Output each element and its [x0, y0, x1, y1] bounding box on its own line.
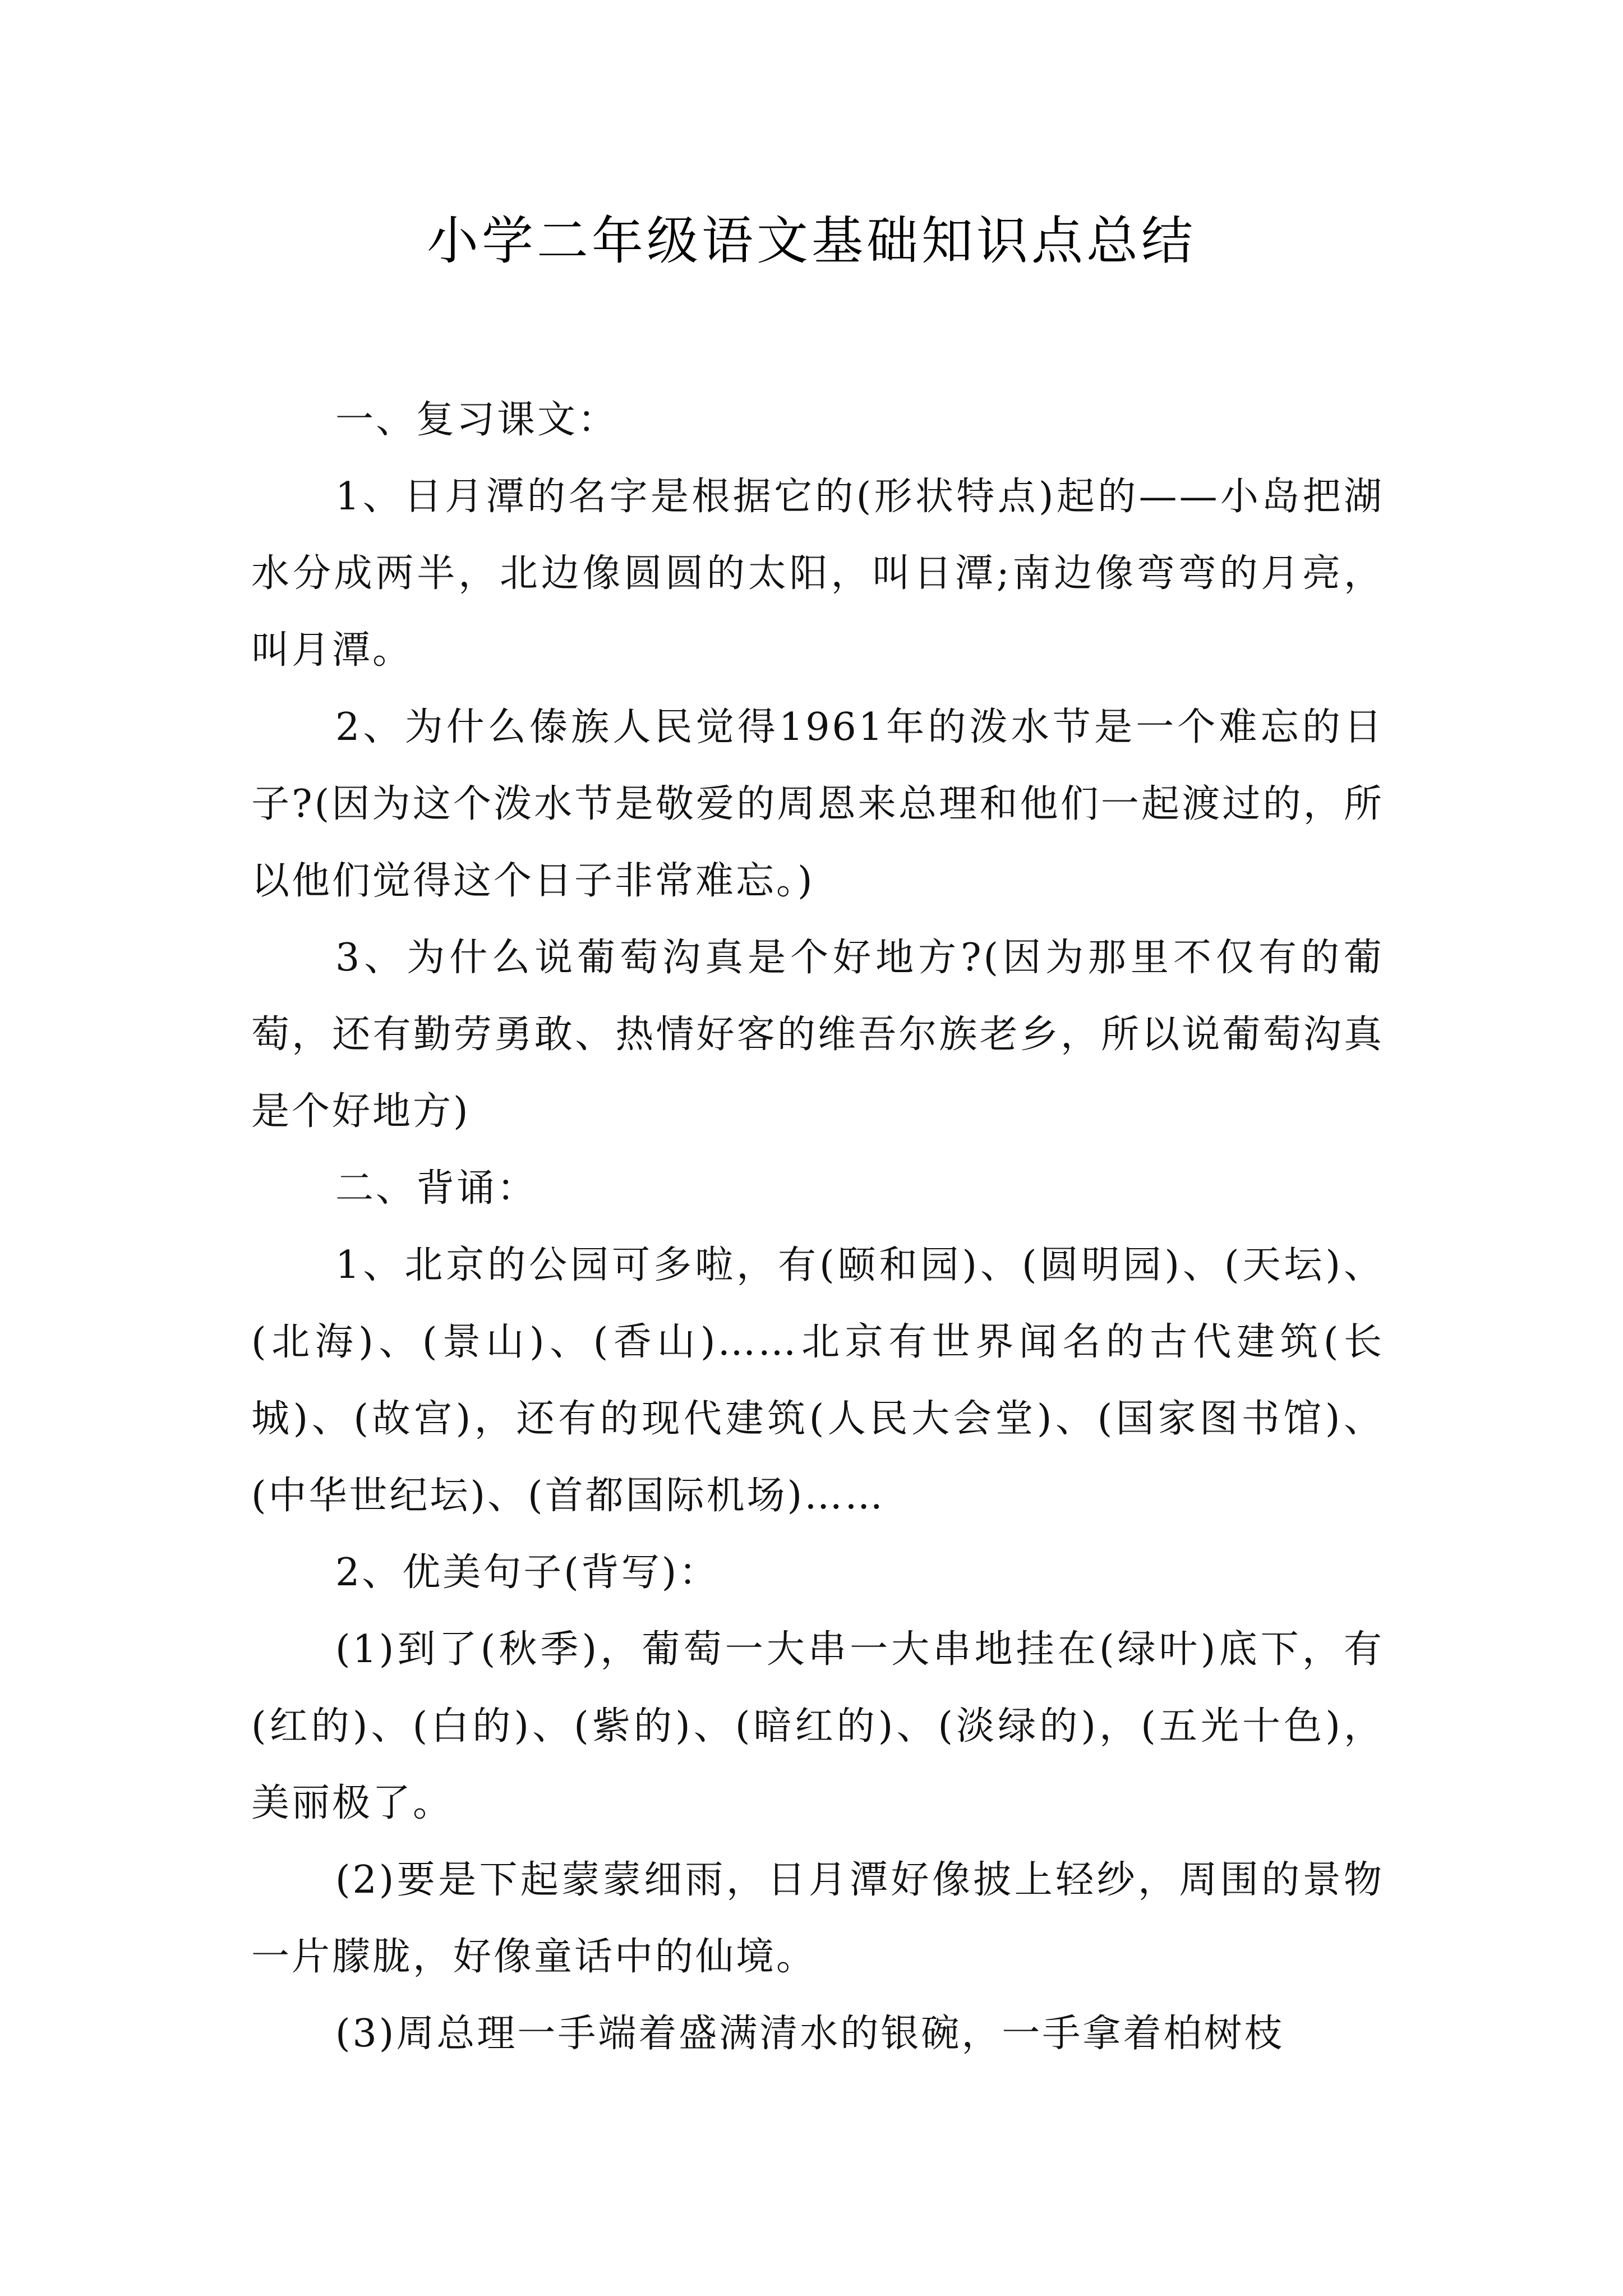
paragraph: 2、为什么傣族人民觉得1961年的泼水节是一个难忘的日子?(因为这个泼水节是敬爱的周恩来总理和他们一起渡过的，所以他们觉得这个日子非常难忘。): [251, 705, 1384, 903]
paragraph: (1)到了(秋季)，葡萄一大串一大串地挂在(绿叶)底下，有(红的)、(白的)、(紫的)、(暗红的)、(淡绿的)，(五光十色)，美丽极了。: [251, 1627, 1384, 1825]
paragraph: 2、优美句子(背写)：: [335, 1550, 720, 1595]
section-heading-recite: 二、背诵：: [335, 1166, 538, 1211]
document-body: [251, 381, 1384, 2072]
paragraph: 1、北京的公园可多啦，有(颐和园)、(圆明园)、(天坛)、(北海)、(景山)、(香山)……北京有世界闻名的古代建筑(长城)、(故宫)，还有的现代建筑(人民大会堂)、(国家图书馆)、(中华世纪坛)、(首都国际机场)……: [251, 1243, 1384, 1518]
section-heading-review: 一、复习课文：: [335, 398, 619, 442]
paragraph: (2)要是下起蒙蒙细雨，日月潭好像披上轻纱，周围的景物一片朦胧，好像童话中的仙境。: [251, 1858, 1384, 1979]
page-title: 小学二年级语文基础知识点总结: [426, 211, 1196, 271]
paragraph: 1、日月潭的名字是根据它的(形状特点)起的——小岛把湖水分成两半，北边像圆圆的太阳，叫日潭;南边像弯弯的月亮，叫月潭。: [251, 475, 1384, 673]
paragraph: 3、为什么说葡萄沟真是个好地方?(因为那里不仅有的葡萄，还有勤劳勇敢、热情好客的维吾尔族老乡，所以说葡萄沟真是个好地方): [251, 936, 1384, 1134]
paragraph: (3)周总理一手端着盛满清水的银碗，一手拿着柏树枝: [335, 2012, 1285, 2056]
